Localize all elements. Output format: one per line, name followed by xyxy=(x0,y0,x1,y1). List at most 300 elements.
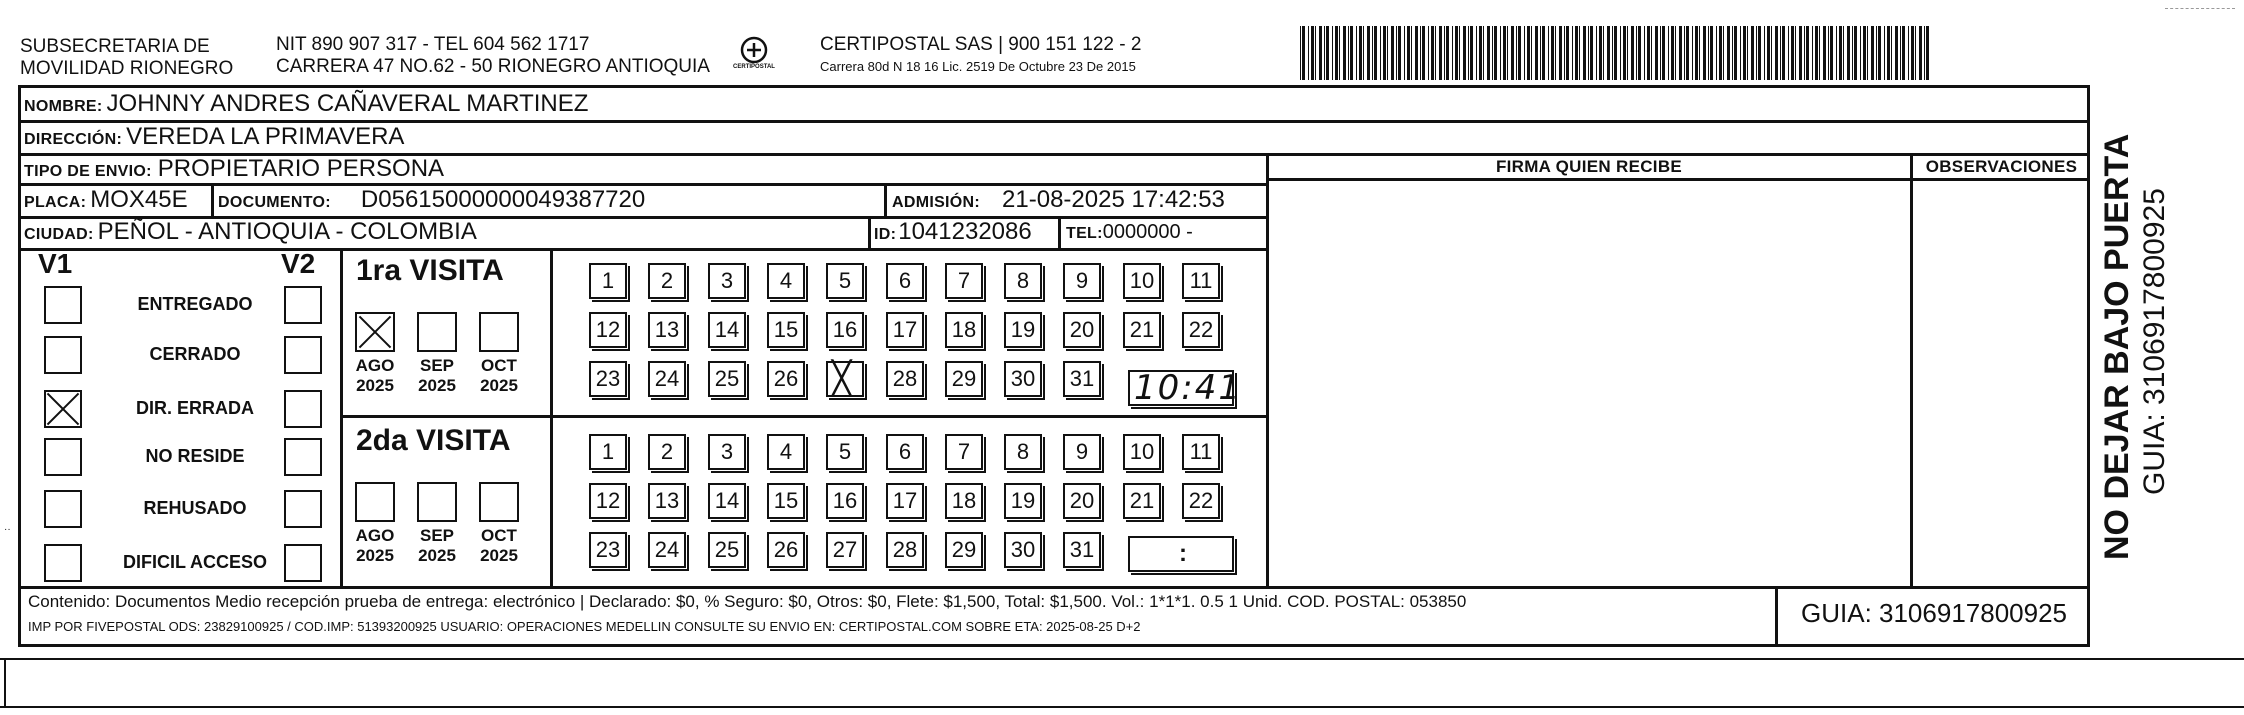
barcode-bar xyxy=(1727,26,1730,80)
status-label: ENTREGADO xyxy=(137,294,253,314)
documento-label: DOCUMENTO: xyxy=(218,194,331,211)
v2-checkbox[interactable] xyxy=(284,490,322,528)
barcode-bar xyxy=(1428,26,1429,80)
barcode-bar xyxy=(1804,26,1805,80)
id-value: 1041232086 xyxy=(898,218,1032,245)
barcode-bar xyxy=(1671,26,1674,80)
row-divider xyxy=(18,586,2090,589)
month-checkbox[interactable] xyxy=(479,482,519,522)
barcode-bar xyxy=(1860,26,1861,80)
day-box[interactable]: 18 xyxy=(945,312,983,348)
barcode-bar xyxy=(1836,26,1837,80)
day-box[interactable]: 27 xyxy=(826,532,864,568)
barcode-bar xyxy=(1319,26,1322,80)
barcode-bar xyxy=(1867,26,1868,80)
admision-label: ADMISIÓN: xyxy=(892,194,981,211)
barcode-bar xyxy=(1863,26,1866,80)
day-box[interactable]: 17 xyxy=(886,483,924,519)
page-edge-line xyxy=(4,660,6,706)
day-box[interactable]: 8 xyxy=(1004,263,1042,299)
day-box[interactable]: 11 xyxy=(1182,263,1220,299)
month-label xyxy=(407,356,467,396)
barcode-bar xyxy=(1516,26,1517,80)
ciudad-row xyxy=(24,218,477,246)
barcode-bar xyxy=(1919,26,1922,80)
barcode-bar xyxy=(1559,26,1562,80)
barcode-bar xyxy=(1439,26,1442,80)
day-box[interactable]: 24 xyxy=(648,532,686,568)
barcode-bar xyxy=(1603,26,1604,80)
barcode-bar xyxy=(1662,26,1665,80)
day-box[interactable]: 4 xyxy=(767,434,805,470)
status-label: DIR. ERRADA xyxy=(135,398,254,418)
month-year: 2025 xyxy=(418,376,456,395)
col-divider xyxy=(1910,153,1913,586)
col-divider xyxy=(1266,153,1269,586)
barcode-bar xyxy=(1367,26,1370,80)
day-box[interactable]: 26 xyxy=(767,532,805,568)
issuer-org-line1: SUBSECRETARIA DE xyxy=(20,36,210,57)
footer-content: Contenido: Documentos Medio recepción prueba de entrega: electrónico | Declarado: $0, % Seguro: $0, Otros: $0, Flete: $1,500, Total: $1,500. Vol.: 1*1*1. 0.5 1 Unid. COD. POSTAL: 053850 xyxy=(28,592,1467,611)
barcode-bar xyxy=(1719,26,1722,80)
v2-checkbox[interactable] xyxy=(284,544,322,582)
month-checkbox[interactable] xyxy=(355,312,395,352)
barcode-bar xyxy=(1703,26,1706,80)
placa-row xyxy=(24,186,188,214)
barcode-bar xyxy=(1852,26,1853,80)
barcode-bar xyxy=(1878,26,1881,80)
barcode-bar xyxy=(1775,26,1778,80)
issuer-address: CARRERA 47 NO.62 - 50 RIONEGRO ANTIOQUIA xyxy=(276,56,710,77)
visit1-time-box[interactable] xyxy=(1128,368,1242,408)
barcode-bar xyxy=(1747,26,1748,80)
observations-area[interactable] xyxy=(1914,181,2088,585)
v1-label: V1 xyxy=(38,248,73,279)
barcode-bar xyxy=(1716,26,1717,80)
barcode-bar xyxy=(1387,26,1388,80)
issuer-nit: NIT 890 907 317 - TEL 604 562 1717 xyxy=(276,34,590,55)
barcode-bar xyxy=(1302,26,1305,80)
barcode-bar xyxy=(1420,26,1421,80)
day-box[interactable]: 30 xyxy=(1004,361,1042,397)
barcode-bar xyxy=(1348,26,1349,80)
day-box[interactable]: 24 xyxy=(648,361,686,397)
day-box[interactable]: 28 xyxy=(886,361,924,397)
status-label: CERRADO xyxy=(149,344,241,364)
status-label: REHUSADO xyxy=(143,498,247,518)
v2-checkbox[interactable] xyxy=(284,286,322,324)
direccion-row xyxy=(24,123,404,151)
day-box[interactable]: 21 xyxy=(1123,312,1161,348)
day-box[interactable]: 9 xyxy=(1063,434,1101,470)
barcode-bar xyxy=(1380,26,1381,80)
barcode-bar xyxy=(1542,26,1545,80)
barcode-bar xyxy=(1566,26,1569,80)
barcode-bar xyxy=(1583,26,1586,80)
day-box[interactable]: 13 xyxy=(648,312,686,348)
barcode-bar xyxy=(1764,26,1765,80)
day-box[interactable]: 15 xyxy=(767,483,805,519)
barcode-bar xyxy=(1743,26,1746,80)
v1-checkbox[interactable] xyxy=(44,390,82,428)
barcode-bar xyxy=(1476,26,1477,80)
visit2-time-box[interactable] xyxy=(1128,536,1234,572)
day-box[interactable]: 31 xyxy=(1063,361,1101,397)
day-box[interactable]: 25 xyxy=(708,361,746,397)
barcode-bar xyxy=(1636,26,1637,80)
day-box[interactable]: 21 xyxy=(1123,483,1161,519)
barcode-bar xyxy=(1455,26,1458,80)
barcode-bar xyxy=(1359,26,1362,80)
month-name: SEP xyxy=(419,526,455,545)
day-box[interactable] xyxy=(826,361,864,397)
documento-row xyxy=(218,186,645,214)
certipostal-logo xyxy=(730,34,778,78)
month-name: AGO xyxy=(355,526,395,545)
col-divider xyxy=(1058,216,1061,248)
barcode-bar xyxy=(1572,26,1573,80)
ciudad-label: CIUDAD: xyxy=(24,226,94,243)
barcode-bar xyxy=(1758,26,1761,80)
month-name: OCT xyxy=(481,526,517,545)
barcode-bar xyxy=(1551,26,1554,80)
barcode-bar xyxy=(1487,26,1490,80)
barcode-bar xyxy=(1548,26,1549,80)
id-row xyxy=(874,218,1032,246)
barcode-bar xyxy=(1812,26,1813,80)
day-box[interactable]: 16 xyxy=(826,312,864,348)
barcode-bar xyxy=(1751,26,1754,80)
v1-checkbox[interactable] xyxy=(44,490,82,528)
v2-checkbox[interactable] xyxy=(284,438,322,476)
day-box[interactable]: 23 xyxy=(589,532,627,568)
barcode-bar xyxy=(1339,26,1340,80)
barcode-bar xyxy=(1788,26,1789,80)
barcode-bar xyxy=(1343,26,1346,80)
barcode-bar xyxy=(1675,26,1676,80)
barcode-bar xyxy=(1612,26,1613,80)
day-box[interactable]: 10 xyxy=(1123,434,1161,470)
barcode-bar xyxy=(1660,26,1661,80)
barcode-bar xyxy=(1876,26,1877,80)
barcode-bar xyxy=(1887,26,1890,80)
day-box[interactable]: 22 xyxy=(1182,312,1220,348)
barcode-bar xyxy=(1503,26,1506,80)
barcode-bar xyxy=(1915,26,1916,80)
day-box[interactable]: 3 xyxy=(708,434,746,470)
tel-label: TEL: xyxy=(1066,225,1103,242)
v1-checkbox[interactable] xyxy=(44,286,82,324)
barcode-bar xyxy=(1791,26,1794,80)
day-box[interactable]: 3 xyxy=(708,263,746,299)
day-box[interactable]: 5 xyxy=(826,434,864,470)
barcode-bar xyxy=(1483,26,1484,80)
day-box[interactable]: 14 xyxy=(708,312,746,348)
barcode-bar xyxy=(1350,26,1353,80)
barcode-bar xyxy=(1655,26,1658,80)
barcode-bar xyxy=(1363,26,1364,80)
month-label xyxy=(345,526,405,566)
documento-value: D05615000000049387720 xyxy=(360,186,646,213)
day-box[interactable]: 29 xyxy=(945,361,983,397)
day-box[interactable]: 12 xyxy=(589,483,627,519)
corner-mark xyxy=(2165,8,2235,9)
barcode-bar xyxy=(1452,26,1453,80)
side-warning: NO DEJAR BAJO PUERTA xyxy=(2098,133,2136,560)
tipo-row xyxy=(24,155,444,183)
month-year: 2025 xyxy=(480,376,518,395)
visit1-time: 10:41 xyxy=(1134,368,1242,408)
barcode-bar xyxy=(1799,26,1802,80)
month-checkbox[interactable] xyxy=(417,482,457,522)
barcode-bar xyxy=(1540,26,1541,80)
barcode-bar xyxy=(1579,26,1580,80)
direccion-label: DIRECCIÓN: xyxy=(24,131,123,148)
day-box[interactable]: 20 xyxy=(1063,483,1101,519)
visit2-title: 2da VISITA xyxy=(356,424,511,457)
day-box[interactable]: 12 xyxy=(589,312,627,348)
month-checkbox[interactable] xyxy=(355,482,395,522)
barcode-bar xyxy=(1686,26,1689,80)
barcode-bar xyxy=(1780,26,1781,80)
day-box[interactable]: 26 xyxy=(767,361,805,397)
issuer-org xyxy=(20,36,233,80)
day-box[interactable]: 19 xyxy=(1004,312,1042,348)
barcode-bar xyxy=(1771,26,1772,80)
barcode-bar xyxy=(1756,26,1757,80)
barcode-bar xyxy=(1599,26,1602,80)
barcode-bar xyxy=(1806,26,1809,80)
barcode-bar xyxy=(1326,26,1329,80)
license-line: Carrera 80d N 18 16 Lic. 2519 De Octubre 23 De 2015 xyxy=(820,59,1136,74)
barcode-bar xyxy=(1315,26,1316,80)
v1-checkbox[interactable] xyxy=(44,336,82,374)
day-box[interactable]: 23 xyxy=(589,361,627,397)
barcode-bar xyxy=(1396,26,1397,80)
month-name: AGO xyxy=(355,356,395,375)
placa-label: PLACA: xyxy=(24,194,87,211)
barcode-bar xyxy=(1651,26,1652,80)
day-box[interactable]: 17 xyxy=(886,312,924,348)
barcode-bar xyxy=(1708,26,1709,80)
barcode-bar xyxy=(1732,26,1733,80)
carrier-line: CERTIPOSTAL SAS | 900 151 122 - 2 xyxy=(820,34,1142,55)
month-label xyxy=(469,356,529,396)
month-checkbox[interactable] xyxy=(479,312,519,352)
col-divider xyxy=(868,216,871,248)
id-label: ID: xyxy=(874,226,897,243)
barcode-bar xyxy=(1884,26,1885,80)
barcode-bar xyxy=(1823,26,1826,80)
barcode-bar xyxy=(1356,26,1357,80)
barcode-bar xyxy=(1588,26,1589,80)
barcode-bar xyxy=(1511,26,1514,80)
barcode-bar xyxy=(1620,26,1621,80)
barcode-bar xyxy=(1684,26,1685,80)
barcode-bar xyxy=(1468,26,1469,80)
tel-value: 0000000 - xyxy=(1102,221,1193,243)
status-label: NO RESIDE xyxy=(145,446,245,466)
day-box[interactable]: 8 xyxy=(1004,434,1042,470)
tipo-label: TIPO DE ENVIO: xyxy=(24,163,152,180)
barcode-bar xyxy=(1518,26,1521,80)
day-box[interactable]: 4 xyxy=(767,263,805,299)
barcode-bar xyxy=(1372,26,1373,80)
month-year: 2025 xyxy=(480,546,518,565)
barcode-bar xyxy=(1374,26,1377,80)
barcode-bar xyxy=(1900,26,1901,80)
barcode-bar xyxy=(1415,26,1418,80)
barcode-bar xyxy=(1854,26,1857,80)
barcode-bar xyxy=(1470,26,1473,80)
day-box[interactable]: 15 xyxy=(767,312,805,348)
day-box[interactable]: 14 xyxy=(708,483,746,519)
direccion-value: VEREDA LA PRIMAVERA xyxy=(126,123,405,150)
day-box[interactable]: 2 xyxy=(648,263,686,299)
v2-checkbox[interactable] xyxy=(284,390,322,428)
barcode-bar xyxy=(1575,26,1578,80)
barcode-bar xyxy=(1902,26,1905,80)
barcode-bar xyxy=(1699,26,1700,80)
barcode-bar xyxy=(1500,26,1501,80)
barcode-bar xyxy=(1459,26,1460,80)
month-label xyxy=(407,526,467,566)
month-checkbox[interactable] xyxy=(417,312,457,352)
day-box[interactable]: 1 xyxy=(589,434,627,470)
barcode-bar xyxy=(1830,26,1833,80)
footer-guia: GUIA: 3106917800925 xyxy=(1801,598,2067,628)
v1-checkbox[interactable] xyxy=(44,438,82,476)
month-year: 2025 xyxy=(418,546,456,565)
nombre-value: JOHNNY ANDRES CAÑAVERAL MARTINEZ xyxy=(106,90,589,117)
barcode-bar xyxy=(1627,26,1628,80)
barcode-bar xyxy=(1311,26,1314,80)
status-label: DIFICIL ACCESO xyxy=(122,552,267,572)
barcode-bar xyxy=(1407,26,1410,80)
barcode-bar xyxy=(1891,26,1892,80)
day-box[interactable]: 7 xyxy=(945,434,983,470)
barcode-bar xyxy=(1531,26,1532,80)
day-box[interactable]: 6 xyxy=(886,263,924,299)
nombre-row xyxy=(24,90,588,118)
barcode-bar xyxy=(1411,26,1412,80)
day-box[interactable]: 22 xyxy=(1182,483,1220,519)
barcode-bar xyxy=(1431,26,1434,80)
barcode-bar xyxy=(1695,26,1698,80)
month-year: 2025 xyxy=(356,376,394,395)
barcode-bar xyxy=(1843,26,1844,80)
day-box[interactable]: 9 xyxy=(1063,263,1101,299)
day-box[interactable]: 11 xyxy=(1182,434,1220,470)
barcode-bar xyxy=(1647,26,1650,80)
barcode-bar xyxy=(1332,26,1333,80)
issuer-contact xyxy=(276,34,710,78)
barcode-bar xyxy=(1895,26,1898,80)
day-box[interactable]: 16 xyxy=(826,483,864,519)
side-guia: GUIA: 3106917800925 xyxy=(2138,188,2171,495)
issuer-org-line2: MOVILIDAD RIONEGRO xyxy=(20,58,234,79)
day-box[interactable]: 25 xyxy=(708,532,746,568)
barcode-bar xyxy=(1492,26,1493,80)
admision-row xyxy=(892,186,1225,214)
barcode-bar xyxy=(1782,26,1785,80)
barcode-bar xyxy=(1398,26,1401,80)
barcode-bar xyxy=(1819,26,1820,80)
barcode-bar xyxy=(1644,26,1645,80)
barcode-bar xyxy=(1422,26,1425,80)
barcode-bar xyxy=(1908,26,1909,80)
barcode-bar xyxy=(1623,26,1626,80)
day-box[interactable]: 1 xyxy=(589,263,627,299)
barcode-bar xyxy=(1596,26,1597,80)
day-box[interactable]: 29 xyxy=(945,532,983,568)
signature-area[interactable] xyxy=(1270,181,1908,585)
barcode-bar xyxy=(1524,26,1525,80)
barcode-bar xyxy=(1924,26,1925,80)
ciudad-value: PEÑOL - ANTIOQUIA - COLOMBIA xyxy=(97,218,477,245)
barcode-bar xyxy=(1300,26,1301,80)
barcode-bar xyxy=(1631,26,1634,80)
barcode-bar xyxy=(1679,26,1682,80)
barcode-bar xyxy=(1723,26,1724,80)
day-box[interactable]: 2 xyxy=(648,434,686,470)
day-box[interactable]: 7 xyxy=(945,263,983,299)
page-edge-line xyxy=(0,706,2244,708)
day-box[interactable]: 5 xyxy=(826,263,864,299)
barcode-bar xyxy=(1926,26,1929,80)
barcode-bar xyxy=(1638,26,1641,80)
visit-divider xyxy=(340,415,1268,418)
barcode-bar xyxy=(1446,26,1449,80)
day-box[interactable]: 31 xyxy=(1063,532,1101,568)
barcode xyxy=(1300,26,1932,80)
visit2-time: : xyxy=(1179,540,1187,567)
barcode-bar xyxy=(1871,26,1874,80)
footer-print-info: IMP POR FIVEPOSTAL ODS: 23829100925 / COD.IMP: 51393200925 USUARIO: OPERACIONES MEDELLIN CONSULTE SU ENVIO EN: CERTIPOSTAL.COM SOBRE ETA: 2025-08-25 D+2 xyxy=(28,619,1141,634)
barcode-bar xyxy=(1527,26,1530,80)
month-label xyxy=(469,526,529,566)
barcode-bar xyxy=(1479,26,1482,80)
v1-checkbox[interactable] xyxy=(44,544,82,582)
day-box[interactable]: 20 xyxy=(1063,312,1101,348)
barcode-bar xyxy=(1767,26,1770,80)
month-name: SEP xyxy=(419,356,455,375)
page-edge-line xyxy=(0,658,2244,660)
day-box[interactable]: 13 xyxy=(648,483,686,519)
day-box[interactable]: 6 xyxy=(886,434,924,470)
day-box[interactable]: 10 xyxy=(1123,263,1161,299)
day-box[interactable]: 30 xyxy=(1004,532,1042,568)
barcode-bar xyxy=(1668,26,1669,80)
col-divider xyxy=(211,183,214,216)
day-box[interactable]: 28 xyxy=(886,532,924,568)
v2-checkbox[interactable] xyxy=(284,336,322,374)
barcode-bar xyxy=(1383,26,1386,80)
visit1-title: 1ra VISITA xyxy=(356,254,504,287)
barcode-bar xyxy=(1815,26,1818,80)
barcode-bar xyxy=(1308,26,1309,80)
barcode-bar xyxy=(1692,26,1693,80)
day-box[interactable]: 18 xyxy=(945,483,983,519)
stray-mark: ·· xyxy=(4,524,11,535)
admision-value: 21-08-2025 17:42:53 xyxy=(1002,186,1225,213)
day-box[interactable]: 19 xyxy=(1004,483,1042,519)
barcode-bar xyxy=(1555,26,1556,80)
barcode-bar xyxy=(1911,26,1914,80)
barcode-bar xyxy=(1614,26,1617,80)
row-divider xyxy=(18,248,1268,251)
barcode-bar xyxy=(1734,26,1737,80)
